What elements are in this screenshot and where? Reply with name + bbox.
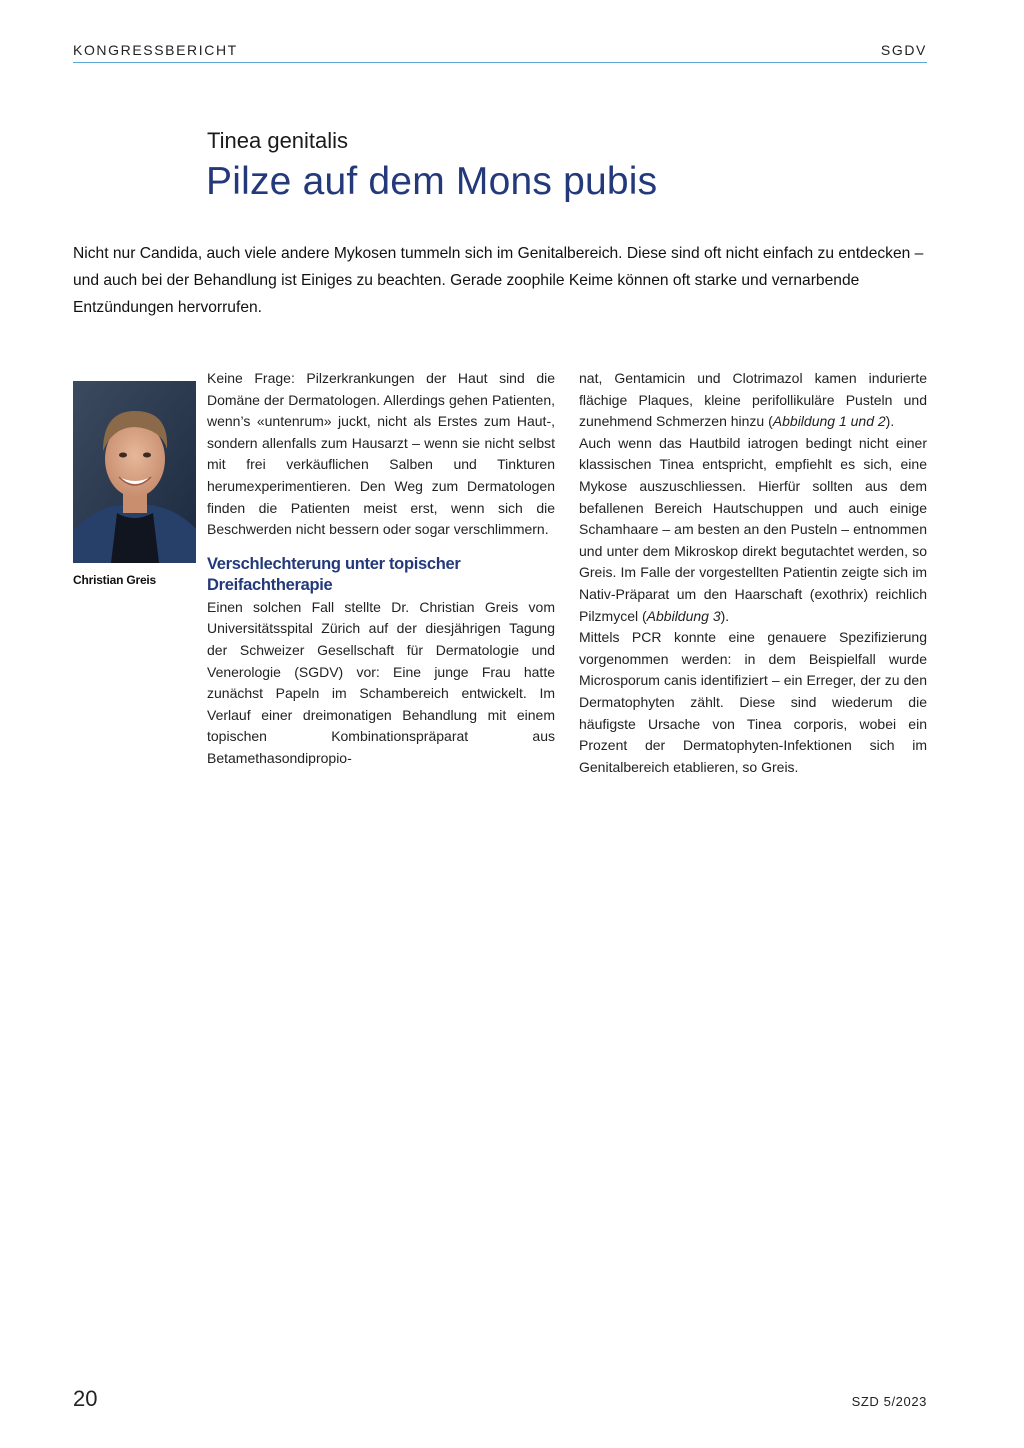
- body-paragraph: Mittels PCR konnte eine genauere Spezifizierung vorgenommen werden: in dem Beispielfall wurde Microsporum canis identifiziert – ein Erreger, der zu den Dermatophyten zählt. Diese sind wiederum die häufigste Ursache von Tinea corporis, wobei ein Prozent der Dermatophyten-Infektionen sich im Genitalbereich etablieren, so Greis.: [579, 629, 927, 775]
- body-text: ).: [885, 413, 895, 430]
- body-text: Auch wenn das Hautbild iatrogen bedingt nicht einer klassischen Tinea entspricht, empfiehlt es sich, eine Mykose auszuschliessen. Hierfür sollten aus dem befallenen Bereich Hautschuppen und auch einige Schamhaare – am besten an den Pusteln – entnommen und unter dem Mikroskop direkt begutachtet werden, so Greis. Im Falle der vorgestellten Patientin zeigte sich im Nativ-Präparat um den Haarschaft (exothrix) reichlich Pilzmycel (: [579, 434, 927, 624]
- subheading: Verschlechterung unter topischer Dreifachtherapie: [207, 554, 461, 595]
- body-text: nat, Gentamicin und Clotrimazol kamen indurierte flächige Plaques, kleine perifollikuläre Pusteln und zunehmend Schmerzen hinzu (: [579, 370, 927, 430]
- article-title: Pilze auf dem Mons pubis: [206, 160, 658, 203]
- text-column-2: [579, 368, 927, 778]
- author-photo: [73, 381, 196, 563]
- issue-label: SZD 5/2023: [851, 1394, 927, 1409]
- running-header: [73, 40, 927, 63]
- society-label: SGDV: [880, 42, 927, 58]
- photo-caption: Christian Greis: [73, 573, 157, 587]
- body-paragraph: [579, 368, 927, 433]
- section-label: KONGRESSBERICHT: [73, 42, 238, 58]
- page-number: 20: [73, 1386, 98, 1411]
- body-paragraph: Keine Frage: Pilzerkrankungen der Haut sind die Domäne der Dermatologen. Allerdings gehen Patienten, wenn’s «untenrum» juckt, nicht als Erstes zum Haut-, sondern allenfalls zum Hausarzt – wenn sie nicht selbst mit frei verkäuflichen Salben und Tinkturen herumexperimentieren. Den Weg zum Dermatologen finden die Patienten meist erst, wenn sich die Beschwerden nicht bessern oder sogar verschlimmern.: [207, 370, 555, 538]
- body-text: ).: [720, 607, 730, 624]
- article-kicker: Tinea genitalis: [207, 128, 349, 153]
- body-paragraph: [579, 433, 927, 627]
- portrait-image: [73, 381, 196, 563]
- figure-reference: Abbildung 3: [646, 607, 721, 624]
- text-column-1: [207, 368, 555, 770]
- figure-reference: Abbildung 1 und 2: [772, 413, 886, 430]
- article-lead: Nicht nur Candida, auch viele andere Mykosen tummeln sich im Genitalbereich. Diese sind oft nicht einfach zu entdecken – und auch bei der Behandlung ist Einiges zu beachten. Gerade zoophile Keime können oft starke und vernarbende Entzündungen hervorrufen.: [73, 245, 924, 316]
- body-paragraph: Einen solchen Fall stellte Dr. Christian Greis vom Universitätsspital Zürich auf der diesjährigen Tagung der Schweizer Gesellschaft für Dermatologie und Venerologie (SGDV) vor: Eine junge Frau hatte zunächst Papeln im Schambereich entwickelt. Im Verlauf einer dreimonatigen Behandlung mit einem topischen Kombinationspräparat aus Betamethasondipropio-: [207, 598, 555, 766]
